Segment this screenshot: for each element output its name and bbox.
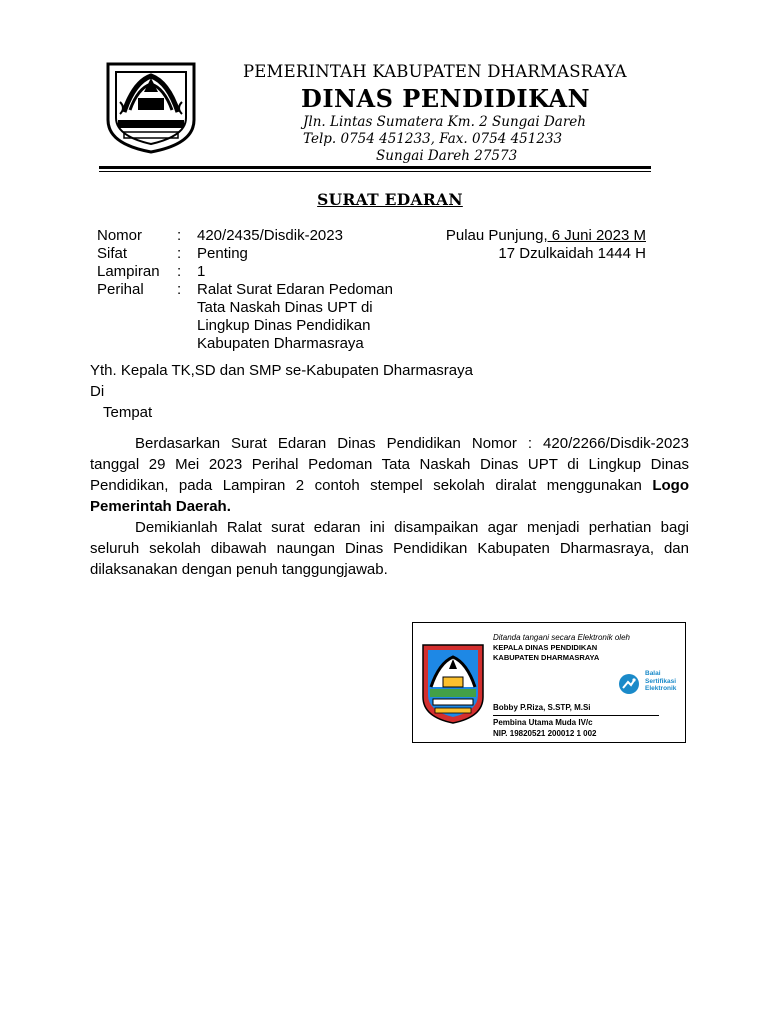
meta-sep: : bbox=[177, 245, 182, 262]
meta-value: 420/2435/Disdik-2023 bbox=[197, 227, 343, 244]
meta-key: Perihal bbox=[97, 281, 144, 298]
date-hijri: 17 Dzulkaidah 1444 H bbox=[498, 245, 646, 262]
paragraph-1-text: Berdasarkan Surat Edaran Dinas Pendidikan Nomor : 420/2266/Disdik-2023 tanggal 29 Mei 2023 Perihal Pedoman Tata Naskah Dinas UPT di Lingkup Dinas Pendidikan, pada Lampiran 2 contoh stempel sekolah diralat menggunakan bbox=[90, 435, 689, 494]
letterhead-divider-thin bbox=[99, 171, 651, 172]
meta-sep: : bbox=[177, 227, 182, 244]
bsre-logo-icon bbox=[618, 673, 640, 695]
letterhead-divider-thick bbox=[99, 166, 651, 169]
paragraph-1-bold: Logo Pemerintah Daerah. bbox=[90, 477, 689, 515]
electronic-signature-box bbox=[412, 622, 686, 743]
document-title: SURAT EDARAN bbox=[317, 190, 463, 209]
signer-role-line1: KEPALA DINAS PENDIDIKAN bbox=[493, 643, 598, 652]
agency-phone: Telp. 0754 451233, Fax. 0754 451233 bbox=[303, 131, 563, 147]
meta-row-perihal bbox=[97, 281, 407, 353]
date-masehi-line bbox=[446, 227, 646, 245]
agency-city: Sungai Dareh 27573 bbox=[376, 148, 518, 164]
meta-value: 1 bbox=[197, 263, 206, 280]
meta-row-nomor bbox=[97, 227, 407, 245]
paragraph-2: Demikianlah Ralat surat edaran ini disampaikan agar menjadi perhatian bagi seluruh sekolah dibawah naungan Dinas Pendidikan Kabupaten Dharmasraya, dan dilaksanakan dengan penuh tanggungjawab. bbox=[90, 519, 689, 578]
meta-row-sifat bbox=[97, 245, 407, 263]
signer-name-underline bbox=[493, 715, 659, 716]
letter-body bbox=[90, 433, 689, 580]
signer-role-line2: KABUPATEN DHARMASRAYA bbox=[493, 653, 600, 662]
signer-rank: Pembina Utama Muda IV/c bbox=[493, 718, 593, 727]
letter-meta bbox=[97, 227, 407, 353]
meta-sep: : bbox=[177, 263, 182, 280]
recipient-block bbox=[90, 360, 473, 423]
recipient: Yth. Kepala TK,SD dan SMP se-Kabupaten Dharmasraya bbox=[90, 362, 473, 379]
bsre-label bbox=[645, 670, 676, 693]
meta-value: Ralat Surat Edaran Pedoman Tata Naskah Dinas UPT di Lingkup Dinas Pendidikan Kabupaten Dharmasraya bbox=[197, 281, 393, 352]
agency-title: DINAS PENDIDIKAN bbox=[301, 84, 591, 113]
regency-logo bbox=[104, 62, 198, 154]
agency-address: Jln. Lintas Sumatera Km. 2 Sungai Dareh bbox=[303, 114, 586, 130]
bsre-line3: Elektronik bbox=[645, 685, 677, 692]
recipient-tempat: Tempat bbox=[103, 404, 153, 421]
meta-value: Penting bbox=[197, 245, 248, 262]
date-masehi: , 6 Juni 2023 M bbox=[543, 227, 646, 244]
regency-emblem-color bbox=[421, 643, 485, 725]
meta-sep: : bbox=[177, 281, 182, 298]
meta-row-lampiran bbox=[97, 263, 407, 281]
recipient-di: Di bbox=[90, 383, 105, 400]
signature-intro: Ditanda tangani secara Elektronik oleh bbox=[493, 633, 630, 642]
paragraph-1 bbox=[90, 433, 689, 517]
letter-date bbox=[446, 227, 646, 263]
date-place: Pulau Punjung bbox=[445, 227, 544, 244]
bsre-line1: Balai bbox=[645, 670, 661, 677]
government-name: PEMERINTAH KABUPATEN DHARMASRAYA bbox=[243, 62, 627, 81]
signer-name: Bobby P.Riza, S.STP, M.Si bbox=[493, 703, 591, 712]
meta-key: Nomor bbox=[97, 227, 143, 244]
signer-nip: NIP. 19820521 200012 1 002 bbox=[493, 729, 597, 738]
meta-key: Sifat bbox=[97, 245, 128, 262]
meta-key: Lampiran bbox=[97, 263, 160, 280]
bsre-line2: Sertifikasi bbox=[645, 677, 677, 685]
